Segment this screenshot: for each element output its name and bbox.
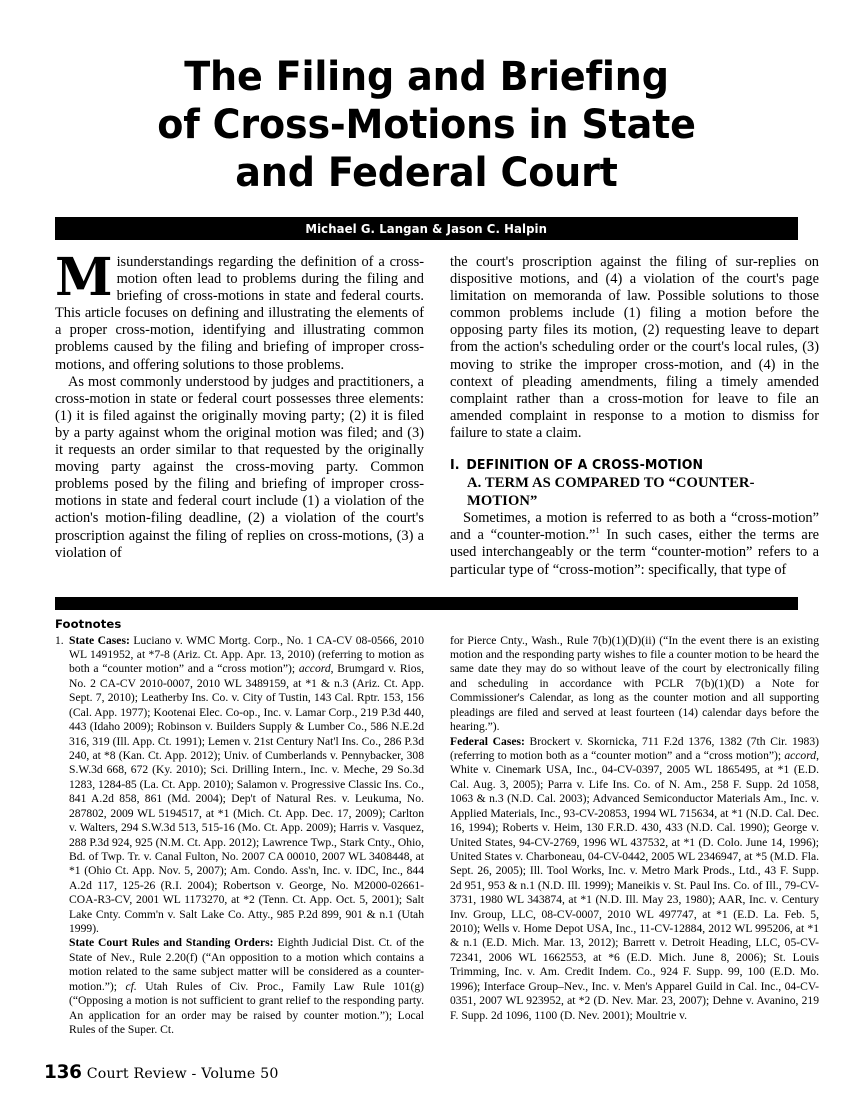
footnote-federal-text-a: Brockert v. Skornicka, 711 F.2d 1376, 1382 (7th Cir. 1983) (referring to motion both as a “counter motion” and a “cross motion”); bbox=[450, 734, 819, 762]
body-columns bbox=[55, 247, 819, 579]
footnote-continued-text: for Pierce Cnty., Wash., Rule 7(b)(1)(D)(ii) (“In the event there is an existing motion and the responding party wishes to file a counter motion to be heard the same date they may do so without leave of the court by electronically filing and scheduling in accordance with PCLR 7(b)(1)(D) a Note for Commissioner's Calendar, as long as the counter motion and all supporting pleadings are filed and served at least fourteen (14) calendar days before the hearing.”). bbox=[450, 633, 819, 734]
footnote-federal-text-b: , White v. Cinemark USA, Inc., 04-CV-0397, 2005 WL 1865495, at *1 (E.D. Cal. Aug. 3, 2005); Parra v. Life Ins. Co. of N. Am., 258 F. Supp. 2d 1058, 1063 & n.3 (N.D. Cal. 2003); Advanced Semiconductor Materials Am., Inc. v. Applied Materials, Inc., 93-CV-20853, 1994 WL 715634, at *1 (N.D. Cal. Dec. 16, 1994); Roberts v. Heim, 130 F.R.D. 430, 433 (N.D. Cal. 1990); George v. United States, 94-CV-2769, 1996 WL 437532, at *1 (D. Colo. June 14, 1996); United States v. Charboneau, 04-CV-0442, 2005 WL 2346947, at *5 (M.D. Fla. Sept. 26, 2005); Ill. Tool Works, Inc. v. Metro Mark Prods., Ltd., 43 F. Supp. 2d 951, 953 & n.1 (N.D. Ill. 1999); Maneikis v. St. Paul Ins. Co. of Ill., 79-CV-3731, 1980 WL 343874, at *1 (N.D. Ill. May 23, 1980); AAR, Inc. v. Century Inv. Group, LLC, 08-CV-0007, 2010 WL 497747, at *1 (E.D. La. Feb. 5, 2010); Wells v. Home Depot USA, Inc., 11-CV-12884, 2012 WL 995206, at *1 & n.1 (E.D. Mich. Mar. 13, 2012); Barrett v. Detroit Heading, LLC, 05-CV-72341, 2006 WL 1662553, at *6 (E.D. Mich. June 8, 2006); St. Louis Trimming, Inc. v. Am. Credit Indem. Co., 924 F. Supp. 99, 100 (E.D. Mo. 1996); Interface Group–Nev., Inc. v. Men's Apparel Guild in Cal. Inc., 04-CV-0351, 2007 WL 923952, at *2 (D. Nev. Mar. 23, 2007); Dehne v. Avanino, 219 F. Supp. 2d 1096, 1100 (D. Nev. 2001); Moultrie v. bbox=[450, 748, 819, 1022]
body-column-left bbox=[55, 247, 424, 562]
author-names: Michael G. Langan & Jason C. Halpin bbox=[305, 221, 548, 236]
author-bar bbox=[55, 217, 798, 240]
page-title bbox=[84, 52, 769, 196]
counter-motion-text-before-note: Sometimes, a motion is referred to as both a “cross-motion” and a “counter-motion.” bbox=[450, 510, 819, 544]
intro-paragraph-text: isunderstandings regarding the definition of a cross-motion often lead to problems during the filing and briefing of cross-motions in state and federal courts. This article focuses on defining and illustrating the elements of a proper cross-motion, identifying and illustrating common problems caused by the filing and briefing of improper cross-motions, and offering solutions to those problems. bbox=[55, 254, 424, 373]
drop-cap: M bbox=[55, 247, 113, 308]
footnote-column-left bbox=[55, 634, 424, 1038]
title-line-2: of Cross-Motions in State bbox=[157, 100, 696, 148]
footnote-state-rules-block bbox=[69, 936, 424, 1037]
footnote-text-left bbox=[69, 634, 424, 937]
footnote-separator bbox=[55, 597, 798, 610]
footnote-column-right bbox=[450, 634, 819, 1023]
footnote-label-state-rules: State Court Rules and Standing Orders: bbox=[69, 936, 274, 950]
body-column-right bbox=[450, 254, 819, 579]
counter-motion-text-after-note: In such cases, either the terms are used interchangeably or the term “counter-motion” refers to a particular type of “cross-motion”: specifically, that type of bbox=[450, 527, 819, 578]
footnote-italic-cf: cf. bbox=[125, 979, 137, 993]
title-block bbox=[0, 0, 853, 196]
title-line-3: and Federal Court bbox=[235, 148, 618, 196]
footnote-number: 1. bbox=[55, 633, 64, 647]
title-line-1: The Filing and Briefing bbox=[184, 52, 669, 100]
publication-name: Court Review - Volume 50 bbox=[86, 1066, 279, 1082]
footnote-state-rules-text-a: Eighth Judicial Dist. Ct. of the State of Nev., Rule 2.20(f) (“An opposition to a motion which contains a motion related to the same subject matter will be considered as a counter-motion.”); bbox=[69, 936, 424, 993]
footnote-after-accord-text: , Brumgard v. Rios, No. 2 CA-CV 2010-0007, 2010 WL 3489159, at *1 & n.3 (Ariz. Ct. App. Sept. 7, 2010); Leatherby Ins. Co. v. City of Tustin, 143 Cal. Rptr. 153, 156 (Cal. App. 1977); Kootenai Elec. Co-op., Inc. v. Lamar Corp., 219 P.3d 440, 443 (Idaho 2009); Robinson v. Builders Supply & Lumber Co., 586 N.E.2d 316, 319 (Ill. App. Ct. 1991); Lemen v. 21st Century Nat'l Ins. Co., 286 P.3d 240, at *8 (Kan. Ct. App. 2012); Univ. of Cumberlands v. Pennybacker, 308 S.W.3d 668, 672 (Ky. 2010); Sci. Drilling Intern., Inc. v. Meche, 29 So.3d 1283, 1284-85 (La. Ct. App. 2010); Salamon v. Progressive Classic Ins. Co., 841 A.2d 858, 861 (Md. 2004); Dep't of Natural Res. v. Leukuma, No. 287802, 2009 WL 5194517, at *1 (Mich. Ct. App. Dec. 17, 2009); Carlton v. Walters, 294 S.W.3d 513, 515-16 (Mo. Ct. App. 2009); Harris v. Vasquez, 288 P.3d 924, 925 (N.M. Ct. App. 2012); Lawrence Twp., Stark Cnty., Ohio, Bd. of Twp. Tr. v. Canal Fulton, No. 2007 CA 00010, 2007 WL 3408448, at *1 (Ohio Ct. App. Nov. 5, 2007); Am. Condo. Ass'n, Inc. v. IDC, Inc., 844 A.2d 117, 125-26 (R.I. 2004); Robertson v. George, No. M2000-02661-COA-R3-CV, 2001 WL 1173270, at *2 (Tenn. Ct. App. Oct. 5, 2001); Salt Lake Cnty. Comm'n v. Salt Lake Co. Atty., 985 P.2d 899, 901 & n.1 (Utah 1999). bbox=[69, 662, 424, 936]
counter-motion-paragraph bbox=[450, 510, 819, 578]
solutions-paragraph: the court's proscription against the filing of sur-replies on dispositive motions, and (4) a violation of the court's page limitation on memoranda of law. Possible solutions to those common problems include (1) filing a motion before the opposing party files its motion, (2) requesting leave to depart from the action's scheduling order or the court's local rules, (3) moving to strike the improper cross-motion, and (4) in the context of pleading amendments, filing a timely amended complaint rather than a cross-motion for leave to file an amended complaint in response to a motion to dismiss for failure to state a claim. bbox=[450, 254, 819, 441]
page-number: 136 bbox=[44, 1062, 82, 1083]
intro-paragraph bbox=[55, 247, 424, 374]
page-footer bbox=[44, 1062, 279, 1083]
footnote-label-state-cases: State Cases: bbox=[69, 633, 130, 647]
footnote-state-rules-text-b: Utah Rules of Civ. Proc., Family Law Rule 101(g) (“Opposing a motion is not sufficient to grant relief to the responding party. An application for an order may be raised by counter motion.”); Local Rules of the Super. Ct. bbox=[69, 979, 424, 1036]
footnote-state-cases-text: Luciano v. WMC Mortg. Corp., No. 1 CA-CV 08-0566, 2010 WL 1491952, at *7-8 (Ariz. Ct. App. Apr. 13, 2010) (referring to motion as both a “counter motion” and a “cross motion”); bbox=[69, 633, 424, 676]
footnote-item-1 bbox=[55, 634, 424, 937]
subsection-heading-term: A. TERM AS COMPARED TO “COUNTER-MOTION” bbox=[467, 475, 755, 509]
footnotes-heading: Footnotes bbox=[55, 616, 122, 631]
footnote-reference-1[interactable]: 1 bbox=[595, 526, 600, 536]
footnotes-columns bbox=[55, 633, 819, 1038]
elements-paragraph: As most commonly understood by judges and practitioners, a cross-motion in state or federal court possesses three elements: (1) it is filed against the originally moving party; (2) it is filed by a party against whom the original motion was filed; and (3) it requests an order similar to that requested by the originally moving party against the cross-moving party. Common problems posed by the filing and briefing of improper cross-motions in state and federal court include (1) a violation of the action's motion-filing deadline, (2) a violation of the court's proscription against the filing of replies on cross-motions, (3) a violation of bbox=[55, 373, 424, 561]
footnote-italic-accord: accord bbox=[298, 662, 331, 676]
footnote-label-federal-cases: Federal Cases: bbox=[450, 734, 525, 748]
section-number: I. bbox=[450, 458, 460, 474]
section-title: DEFINITION OF A CROSS-MOTION bbox=[466, 458, 704, 474]
section-heading-definition bbox=[450, 457, 804, 474]
footnote-federal-cases-block bbox=[450, 735, 819, 1023]
footnote-italic-accord-federal: accord bbox=[784, 748, 817, 762]
